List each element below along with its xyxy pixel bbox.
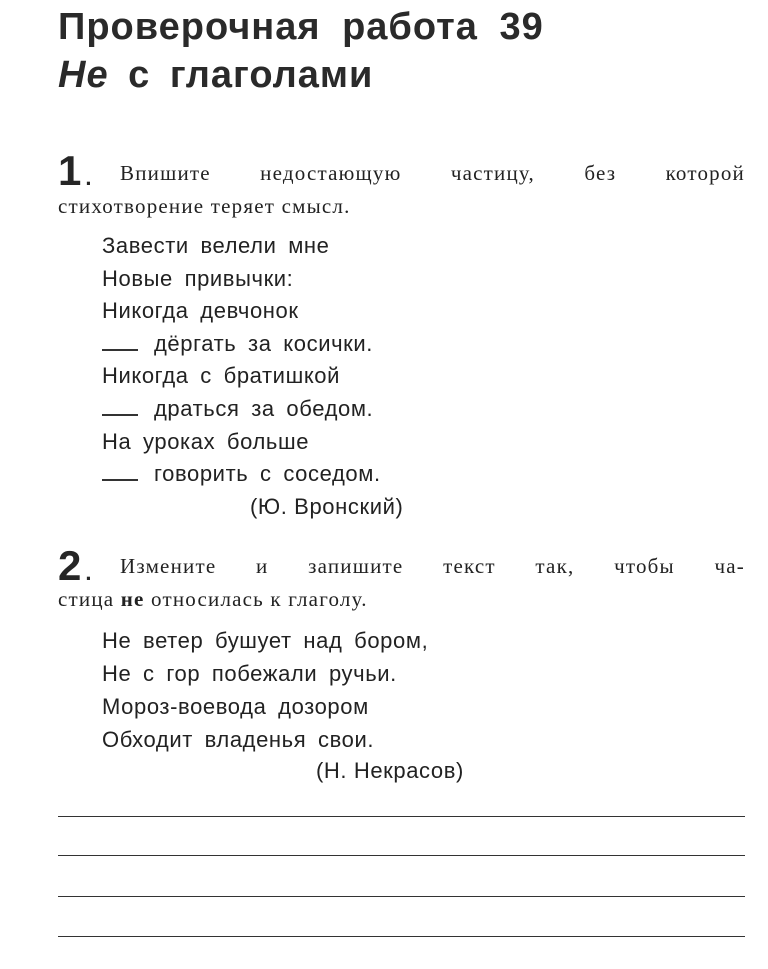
task-2-poem-line: Не с гор побежали ручьи. [102,661,397,686]
poem-line-text: Новые привычки: [102,265,294,291]
task-1-digit: 1 [58,147,82,194]
task-1-poem-line [102,393,381,426]
poem-line-text: Завести велели мне [102,233,330,258]
task-1-poem-line [102,230,381,263]
task-2-author: (Н. Некрасов) [316,758,464,783]
subtitle-italic-word: Не [58,54,109,96]
task-2-poem-line: Мороз-воевода дозором [102,694,369,719]
task-2-number: 2 . [58,542,92,589]
answer-line[interactable] [58,896,745,897]
poem-line-text: Никогда девчонок [102,298,299,324]
task-1-poem-line [102,360,381,393]
task-2-instruction-line-2 [58,583,745,616]
poem-line-text: драться за обедом. [154,395,374,421]
answer-line[interactable] [58,855,745,856]
answer-line[interactable] [58,936,745,937]
task-2-poem-line: Обходит владенья свои. [102,727,375,752]
poem-line-text: дёргать за косички. [154,330,373,356]
task-2-poem-line: Не ветер бушует над бором, [102,628,429,653]
task-1-instruction [58,157,745,223]
task-2-digit: 2 [58,542,82,589]
fill-in-blank[interactable] [102,348,138,351]
task-2-instruction-bold-particle: не [120,587,145,611]
task-1-instruction-line-2: стихотворение теряет смысл. [58,194,351,218]
task-1-poem-line [102,263,381,296]
fill-in-blank[interactable] [102,413,138,416]
task-1-poem-line [102,458,381,491]
poem-line-text: говорить с соседом. [154,461,381,487]
answer-line[interactable] [58,816,745,817]
page-subtitle [58,54,373,97]
poem-line-text: Никогда с братишкой [102,363,341,389]
task-1-instruction-line-1: Впишите недостающую частицу, без которой [120,161,745,185]
subtitle-rest: с глаголами [128,54,374,96]
task-2-poem [102,624,428,756]
task-2-instruction-pre: стица [58,587,121,611]
page-title: Проверочная работа 39 [58,6,544,48]
task-1-number: 1 . [58,147,92,194]
task-1-poem-line [102,328,381,361]
task-1-poem [102,230,381,491]
task-1-author: (Ю. Вронский) [250,494,404,519]
poem-line-text: На уроках больше [102,428,310,454]
task-1-poem-line [102,295,381,328]
fill-in-blank[interactable] [102,478,138,481]
task-2-instruction-line-1: Измените и запишите текст так, чтобы ча- [120,554,745,578]
task-2-instruction [58,550,745,616]
task-2-instruction-post: относилась к глаголу. [144,587,368,611]
task-1-poem-line [102,426,381,459]
